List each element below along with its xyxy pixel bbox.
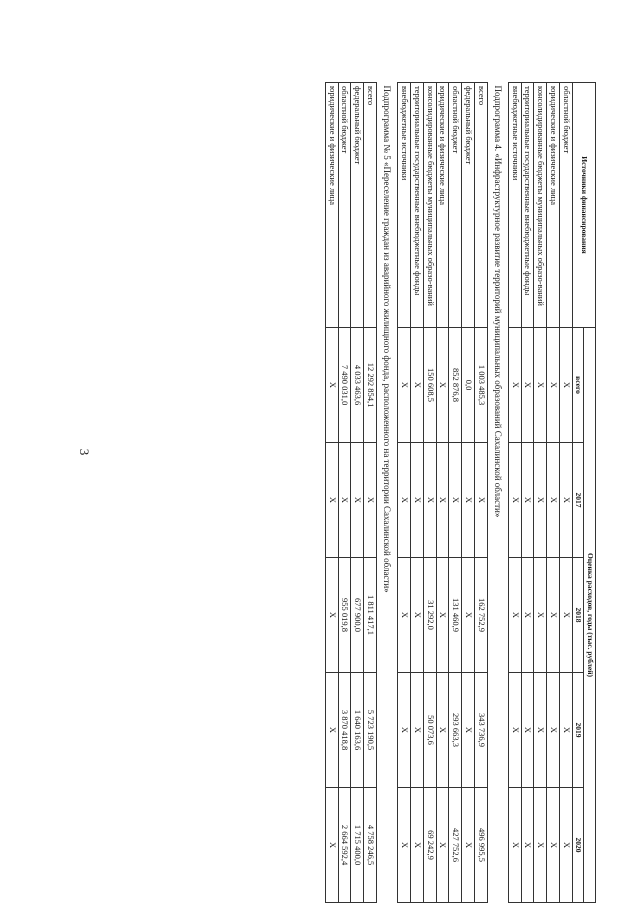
- subprogram-title-row: [487, 83, 508, 903]
- value-cell: 852 876,8: [449, 328, 462, 443]
- source-cell: территориальные государственные внебюджетные фонды: [410, 83, 423, 328]
- value-cell: X: [410, 328, 423, 443]
- source-cell: всего: [474, 83, 487, 328]
- value-cell: X: [474, 443, 487, 558]
- table-row: [398, 83, 411, 903]
- subprogram-title: Подпрограмма 4. «Инфраструктурное развитие территорий муниципальных образований Сахалинской области»: [487, 83, 508, 903]
- value-cell: X: [521, 558, 534, 673]
- value-cell: X: [449, 443, 462, 558]
- value-cell: X: [534, 673, 547, 788]
- source-cell: территориальные государственные внебюджетные фонды: [521, 83, 534, 328]
- source-cell: областной бюджет: [449, 83, 462, 328]
- value-cell: X: [410, 788, 423, 903]
- financing-table: [325, 82, 596, 903]
- value-cell: 293 663,3: [449, 673, 462, 788]
- value-cell: X: [508, 328, 521, 443]
- value-cell: X: [559, 443, 572, 558]
- value-cell: 50 073,6: [423, 673, 436, 788]
- value-cell: X: [410, 558, 423, 673]
- value-cell: X: [559, 328, 572, 443]
- value-cell: X: [398, 558, 411, 673]
- year-header: 2017: [572, 443, 584, 558]
- source-cell: консолидированные бюджеты муниципальных образо-ваний: [534, 83, 547, 328]
- value-cell: X: [521, 443, 534, 558]
- value-cell: X: [410, 673, 423, 788]
- value-cell: X: [521, 673, 534, 788]
- year-header: 2018: [572, 558, 584, 673]
- source-cell: областной бюджет: [338, 83, 351, 328]
- value-cell: 1 003 485,3: [474, 328, 487, 443]
- value-cell: 69 242,9: [423, 788, 436, 903]
- value-cell: 427 752,6: [449, 788, 462, 903]
- value-cell: X: [559, 558, 572, 673]
- value-cell: X: [462, 443, 475, 558]
- value-cell: X: [559, 788, 572, 903]
- value-cell: X: [325, 788, 338, 903]
- year-header: всего: [572, 328, 584, 443]
- value-cell: 1 640 163,6: [351, 673, 364, 788]
- value-cell: X: [398, 443, 411, 558]
- source-cell: юридические и физические лица: [325, 83, 338, 328]
- value-cell: X: [436, 788, 449, 903]
- page-number: 3: [77, 448, 92, 456]
- table-row: [508, 83, 521, 903]
- source-cell: юридические и физические лица: [547, 83, 560, 328]
- value-cell: X: [534, 328, 547, 443]
- table-row: [364, 83, 377, 903]
- value-cell: X: [364, 443, 377, 558]
- rotated-table-container: [102, 82, 596, 902]
- value-cell: 955 019,8: [338, 558, 351, 673]
- value-cell: 1 811 417,1: [364, 558, 377, 673]
- value-cell: 5 723 190,5: [364, 673, 377, 788]
- value-cell: X: [436, 328, 449, 443]
- year-header: 2020: [572, 788, 584, 903]
- value-cell: X: [508, 443, 521, 558]
- table-row: [325, 83, 338, 903]
- value-cell: X: [508, 558, 521, 673]
- value-cell: X: [534, 558, 547, 673]
- value-cell: X: [351, 443, 364, 558]
- table-row: [351, 83, 364, 903]
- table-row: [559, 83, 572, 903]
- source-cell: консолидированные бюджеты муниципальных образо-ваний: [423, 83, 436, 328]
- value-cell: X: [398, 788, 411, 903]
- value-cell: X: [547, 788, 560, 903]
- source-cell: внебюджетные источники: [398, 83, 411, 328]
- value-cell: X: [534, 443, 547, 558]
- value-cell: 150 608,5: [423, 328, 436, 443]
- value-cell: X: [462, 558, 475, 673]
- table-row: [521, 83, 534, 903]
- value-cell: X: [325, 673, 338, 788]
- value-cell: 7 490 031,0: [338, 328, 351, 443]
- source-cell: юридические и физические лица: [436, 83, 449, 328]
- source-cell: федеральный бюджет: [462, 83, 475, 328]
- value-cell: 162 752,9: [474, 558, 487, 673]
- value-cell: 3 870 418,8: [338, 673, 351, 788]
- value-cell: X: [436, 558, 449, 673]
- table-row: [449, 83, 462, 903]
- value-cell: X: [547, 328, 560, 443]
- value-cell: X: [423, 443, 436, 558]
- value-cell: X: [559, 673, 572, 788]
- source-cell: всего: [364, 83, 377, 328]
- value-cell: X: [521, 328, 534, 443]
- table-body: [325, 83, 572, 903]
- value-cell: X: [547, 673, 560, 788]
- value-cell: 343 736,9: [474, 673, 487, 788]
- value-cell: 677 900,0: [351, 558, 364, 673]
- value-cell: X: [338, 443, 351, 558]
- value-cell: 0,0: [462, 328, 475, 443]
- header-estimate: Оценка расходов, годы (тыс. рублей): [584, 328, 596, 903]
- source-cell: областной бюджет: [559, 83, 572, 328]
- table-row: [534, 83, 547, 903]
- value-cell: X: [398, 328, 411, 443]
- table-row: [338, 83, 351, 903]
- value-cell: X: [521, 788, 534, 903]
- subprogram-title-row: [376, 83, 397, 903]
- table-row: [474, 83, 487, 903]
- value-cell: 4 758 246,5: [364, 788, 377, 903]
- value-cell: 31 292,0: [423, 558, 436, 673]
- value-cell: X: [325, 443, 338, 558]
- value-cell: X: [325, 328, 338, 443]
- subprogram-title: Подпрограмма № 5 «Переселение граждан из аварийного жилищного фонда, расположенного на территории Сахалинской области»: [376, 83, 397, 903]
- source-cell: внебюджетные источники: [508, 83, 521, 328]
- value-cell: X: [398, 673, 411, 788]
- value-cell: 4 033 463,6: [351, 328, 364, 443]
- value-cell: 131 460,9: [449, 558, 462, 673]
- value-cell: X: [436, 673, 449, 788]
- table-row: [547, 83, 560, 903]
- value-cell: X: [547, 443, 560, 558]
- value-cell: X: [410, 443, 423, 558]
- table-row: [462, 83, 475, 903]
- table-row: [423, 83, 436, 903]
- value-cell: X: [462, 673, 475, 788]
- source-cell: федеральный бюджет: [351, 83, 364, 328]
- value-cell: X: [547, 558, 560, 673]
- value-cell: X: [436, 443, 449, 558]
- value-cell: X: [462, 788, 475, 903]
- value-cell: X: [508, 788, 521, 903]
- value-cell: 496 995,5: [474, 788, 487, 903]
- header-source: Источники финансирования: [572, 83, 595, 328]
- table-row: [410, 83, 423, 903]
- value-cell: X: [508, 673, 521, 788]
- table-row: [436, 83, 449, 903]
- value-cell: 12 292 854,1: [364, 328, 377, 443]
- value-cell: X: [534, 788, 547, 903]
- value-cell: X: [325, 558, 338, 673]
- value-cell: 1 715 400,0: [351, 788, 364, 903]
- year-header: 2019: [572, 673, 584, 788]
- value-cell: 2 664 592,4: [338, 788, 351, 903]
